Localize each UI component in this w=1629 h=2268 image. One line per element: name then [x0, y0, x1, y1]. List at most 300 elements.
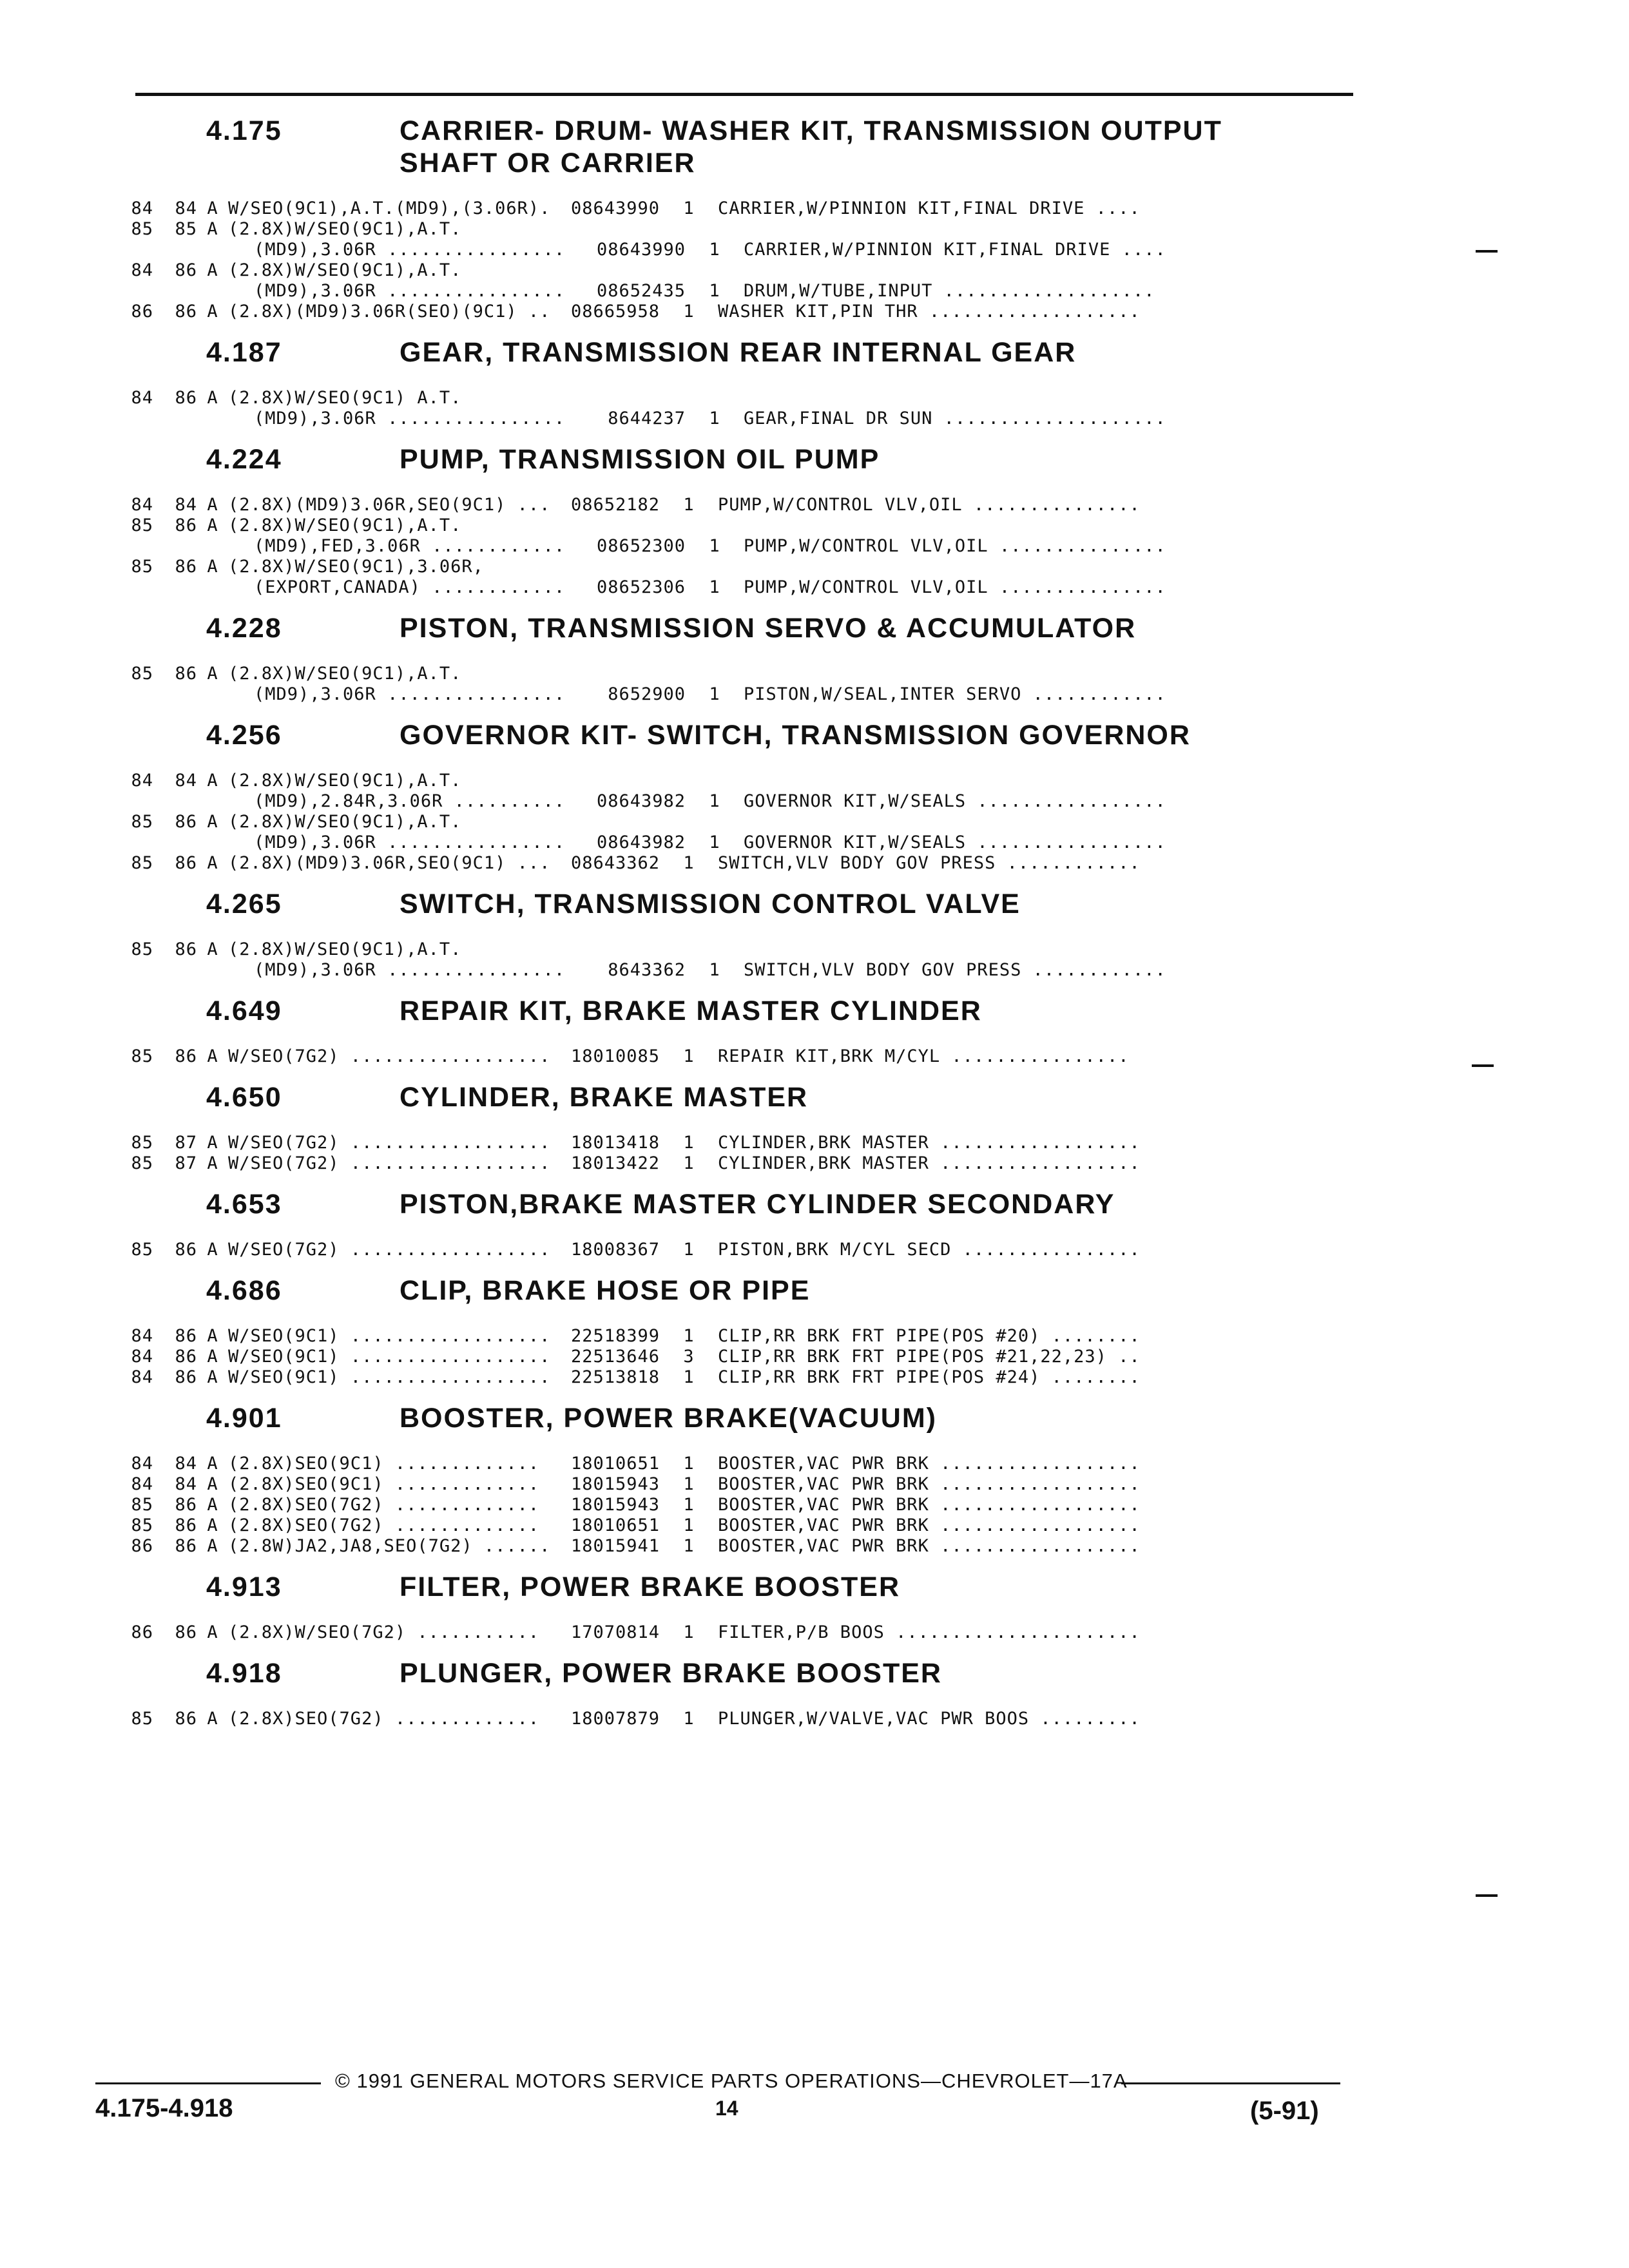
application: W/SEO(9C1) .................. — [228, 1367, 551, 1387]
quantity: 1 — [709, 832, 720, 852]
body-code: A — [207, 1474, 218, 1494]
footer-copyright: © 1991 GENERAL MOTORS SERVICE PARTS OPERATIONS—CHEVROLET—17A — [335, 2070, 1128, 2092]
to-year: 86 — [175, 1495, 197, 1515]
part-description: BOOSTER,VAC PWR BRK .................. — [718, 1495, 1141, 1515]
part-description: SWITCH,VLV BODY GOV PRESS ............ — [718, 853, 1141, 873]
part-description: DRUM,W/TUBE,INPUT ................... — [744, 281, 1155, 301]
application: (2.8X)SEO(7G2) ............. — [228, 1709, 540, 1729]
quantity: 1 — [683, 495, 695, 515]
application: (MD9),3.06R ................ — [254, 240, 566, 260]
to-year: 84 — [175, 1454, 197, 1474]
part-description: PLUNGER,W/VALVE,VAC PWR BOOS ......... — [718, 1709, 1141, 1729]
quantity: 1 — [683, 302, 695, 322]
parts-section — [116, 1081, 1250, 1174]
quantity: 3 — [683, 1347, 695, 1367]
parts-section — [116, 1657, 1250, 1729]
part-row — [116, 408, 1250, 429]
part-number: 8643362 — [608, 960, 686, 980]
quantity: 1 — [709, 791, 720, 811]
application: (MD9),FED,3.06R ............ — [254, 536, 566, 556]
from-year: 84 — [131, 1347, 153, 1367]
part-number: 22518399 — [570, 1326, 660, 1346]
part-row — [116, 495, 1250, 515]
to-year: 86 — [175, 1240, 197, 1260]
part-row — [116, 536, 1250, 557]
part-row — [116, 853, 1250, 874]
application: W/SEO(7G2) .................. — [228, 1133, 551, 1153]
part-number — [531, 939, 673, 960]
footer-rule-right — [1121, 2082, 1340, 2084]
part-number: 18010651 — [570, 1454, 660, 1474]
part-description: WASHER KIT,PIN THR ................... — [718, 302, 1141, 322]
application: (2.8X)SEO(7G2) ............. — [228, 1495, 540, 1515]
section-number: 4.265 — [206, 889, 282, 919]
application: (MD9),3.06R ................ — [254, 408, 566, 428]
body-code: A — [207, 198, 218, 218]
body-code: A — [207, 1133, 218, 1153]
part-row — [116, 240, 1250, 260]
part-row — [116, 388, 1250, 408]
body-code: A — [207, 1153, 218, 1173]
quantity: 1 — [709, 684, 720, 704]
quantity: 1 — [683, 1046, 695, 1066]
parts-section — [116, 1402, 1250, 1557]
top-rule — [135, 93, 1353, 96]
part-number: 08643982 — [596, 832, 686, 852]
part-number — [531, 664, 673, 684]
application: W/SEO(7G2) .................. — [228, 1153, 551, 1173]
body-code: A — [207, 1367, 218, 1387]
section-title: SWITCH, TRANSMISSION CONTROL VALVE — [400, 889, 1021, 919]
from-year: 86 — [131, 302, 153, 322]
part-description: PUMP,W/CONTROL VLV,OIL ............... — [744, 577, 1166, 597]
from-year: 84 — [131, 260, 153, 280]
quantity: 1 — [683, 198, 695, 218]
part-row — [116, 1240, 1250, 1260]
section-number: 4.224 — [206, 444, 282, 475]
part-row — [116, 577, 1250, 598]
part-number — [531, 515, 673, 536]
to-year: 86 — [175, 1622, 197, 1642]
section-title: BOOSTER, POWER BRAKE(VACUUM) — [400, 1403, 937, 1434]
body-code: A — [207, 219, 218, 239]
part-number: 08643362 — [570, 853, 660, 873]
application: (2.8X)W/SEO(9C1),A.T. — [228, 515, 462, 535]
part-number: 18010085 — [570, 1046, 660, 1066]
from-year: 85 — [131, 557, 153, 577]
from-year: 84 — [131, 388, 153, 408]
application: (2.8X)(MD9)3.06R,SEO(9C1) ... — [228, 853, 551, 873]
quantity — [673, 939, 705, 960]
part-number: 18015943 — [570, 1495, 660, 1515]
body-code: A — [207, 1240, 218, 1260]
section-title: CARRIER- DRUM- WASHER KIT, TRANSMISSION OUTPUT SHAFT OR CARRIER — [400, 115, 1222, 178]
footer-rule-left — [95, 2082, 321, 2084]
quantity: 1 — [683, 1133, 695, 1153]
part-row — [116, 515, 1250, 536]
part-description — [705, 664, 1182, 684]
from-year: 85 — [131, 939, 153, 959]
application: (MD9),3.06R ................ — [254, 684, 566, 704]
part-row — [116, 1709, 1250, 1729]
part-row — [116, 557, 1250, 577]
quantity: 1 — [709, 960, 720, 980]
body-code: A — [207, 1536, 218, 1556]
from-year: 85 — [131, 1153, 153, 1173]
from-year: 84 — [131, 1454, 153, 1474]
section-heading — [116, 1081, 1250, 1113]
part-number: 18010651 — [570, 1515, 660, 1535]
quantity — [673, 771, 705, 791]
to-year: 86 — [175, 388, 197, 408]
body-code: A — [207, 939, 218, 959]
part-number: 8644237 — [608, 408, 686, 428]
body-code: A — [207, 1515, 218, 1535]
section-title: CYLINDER, BRAKE MASTER — [400, 1082, 809, 1113]
section-title: PISTON, TRANSMISSION SERVO & ACCUMULATOR — [400, 613, 1137, 644]
part-number: 08652435 — [596, 281, 686, 301]
section-heading — [116, 443, 1250, 476]
part-row — [116, 219, 1250, 240]
part-number: 08652182 — [570, 495, 660, 515]
part-row — [116, 791, 1250, 812]
part-number: 18015941 — [570, 1536, 660, 1556]
footer-revision-date: (5-91) — [1250, 2097, 1319, 2125]
part-description: CLIP,RR BRK FRT PIPE(POS #20) ........ — [718, 1326, 1141, 1346]
part-description: BOOSTER,VAC PWR BRK .................. — [718, 1454, 1141, 1474]
quantity: 1 — [683, 1536, 695, 1556]
part-description: PISTON,BRK M/CYL SECD ................ — [718, 1240, 1141, 1260]
part-row — [116, 1495, 1250, 1515]
part-row — [116, 1536, 1250, 1557]
body-code: A — [207, 388, 218, 408]
part-description: BOOSTER,VAC PWR BRK .................. — [718, 1536, 1141, 1556]
part-description: CYLINDER,BRK MASTER .................. — [718, 1153, 1141, 1173]
part-description: GEAR,FINAL DR SUN .................... — [744, 408, 1166, 428]
to-year: 86 — [175, 853, 197, 873]
to-year: 85 — [175, 219, 197, 239]
from-year: 84 — [131, 1367, 153, 1387]
body-code: A — [207, 260, 218, 280]
quantity — [673, 388, 705, 408]
to-year: 86 — [175, 260, 197, 280]
part-description — [705, 771, 1182, 791]
body-code: A — [207, 1046, 218, 1066]
quantity: 1 — [683, 1153, 695, 1173]
application: (2.8X)W/SEO(9C1) A.T. — [228, 388, 462, 408]
application: (2.8X)SEO(9C1) ............. — [228, 1474, 540, 1494]
margin-tick-mark — [1472, 1064, 1494, 1067]
quantity — [673, 664, 705, 684]
section-heading — [116, 1571, 1250, 1603]
application: (2.8X)W/SEO(9C1),A.T. — [228, 664, 462, 684]
quantity: 1 — [683, 1240, 695, 1260]
application: (2.8X)W/SEO(7G2) ........... — [228, 1622, 540, 1642]
from-year: 85 — [131, 1046, 153, 1066]
from-year: 84 — [131, 495, 153, 515]
part-description — [705, 812, 1182, 832]
application: (2.8W)JA2,JA8,SEO(7G2) ...... — [228, 1536, 551, 1556]
parts-section — [116, 1188, 1250, 1260]
from-year: 85 — [131, 1515, 153, 1535]
part-description: BOOSTER,VAC PWR BRK .................. — [718, 1515, 1141, 1535]
parts-section — [116, 995, 1250, 1067]
application: (2.8X)(MD9)3.06R,SEO(9C1) ... — [228, 495, 551, 515]
application: (2.8X)W/SEO(9C1),A.T. — [228, 219, 462, 239]
from-year: 85 — [131, 219, 153, 239]
from-year: 85 — [131, 515, 153, 535]
quantity — [673, 260, 705, 281]
part-row — [116, 1133, 1250, 1153]
part-description: BOOSTER,VAC PWR BRK .................. — [718, 1474, 1141, 1494]
part-description: PISTON,W/SEAL,INTER SERVO ............ — [744, 684, 1166, 704]
body-code: A — [207, 664, 218, 684]
body-code: A — [207, 771, 218, 791]
section-number: 4.228 — [206, 613, 282, 644]
to-year: 86 — [175, 812, 197, 832]
quantity: 1 — [683, 1326, 695, 1346]
quantity: 1 — [709, 536, 720, 556]
part-row — [116, 812, 1250, 832]
part-row — [116, 939, 1250, 960]
section-number: 4.653 — [206, 1189, 282, 1220]
body-code: A — [207, 495, 218, 515]
section-heading — [116, 336, 1250, 369]
application: (MD9),3.06R ................ — [254, 832, 566, 852]
part-number: 18015943 — [570, 1474, 660, 1494]
quantity: 1 — [683, 1709, 695, 1729]
section-number: 4.686 — [206, 1275, 282, 1306]
application: (2.8X)W/SEO(9C1),A.T. — [228, 260, 462, 280]
body-code: A — [207, 1495, 218, 1515]
from-year: 85 — [131, 1495, 153, 1515]
from-year: 85 — [131, 812, 153, 832]
part-row — [116, 281, 1250, 302]
part-number: 08643982 — [596, 791, 686, 811]
margin-tick-mark — [1476, 1894, 1498, 1897]
part-description: PUMP,W/CONTROL VLV,OIL ............... — [744, 536, 1166, 556]
part-number: 22513646 — [570, 1347, 660, 1367]
part-row — [116, 664, 1250, 684]
quantity: 1 — [683, 1454, 695, 1474]
part-description — [705, 515, 1182, 536]
from-year: 85 — [131, 853, 153, 873]
quantity: 1 — [709, 577, 720, 597]
to-year: 84 — [175, 1474, 197, 1494]
application: (2.8X)W/SEO(9C1),A.T. — [228, 812, 462, 832]
body-code: A — [207, 853, 218, 873]
body-code: A — [207, 1347, 218, 1367]
part-row — [116, 1046, 1250, 1067]
parts-section — [116, 1571, 1250, 1643]
quantity: 1 — [709, 240, 720, 260]
part-description: CARRIER,W/PINNION KIT,FINAL DRIVE .... — [744, 240, 1166, 260]
section-title: CLIP, BRAKE HOSE OR PIPE — [400, 1275, 811, 1306]
part-number: 8652900 — [608, 684, 686, 704]
part-row — [116, 302, 1250, 322]
part-number: 08643990 — [596, 240, 686, 260]
body-code: A — [207, 1622, 218, 1642]
application: (2.8X)SEO(7G2) ............. — [228, 1515, 540, 1535]
section-heading — [116, 115, 1250, 179]
margin-tick-mark — [1476, 250, 1498, 253]
quantity: 1 — [709, 281, 720, 301]
to-year: 86 — [175, 1536, 197, 1556]
part-row — [116, 198, 1250, 219]
part-number: 17070814 — [570, 1622, 660, 1642]
to-year: 86 — [175, 1515, 197, 1535]
part-description: GOVERNOR KIT,W/SEALS ................. — [744, 832, 1166, 852]
application: (2.8X)SEO(9C1) ............. — [228, 1454, 540, 1474]
part-description: FILTER,P/B BOOS ...................... — [718, 1622, 1141, 1642]
part-row — [116, 1622, 1250, 1643]
part-description — [705, 557, 1182, 577]
part-number: 08652306 — [596, 577, 686, 597]
from-year: 86 — [131, 1622, 153, 1642]
to-year: 84 — [175, 771, 197, 791]
part-row — [116, 1326, 1250, 1347]
part-description — [705, 388, 1182, 408]
section-heading — [116, 719, 1250, 751]
section-heading — [116, 888, 1250, 920]
quantity — [673, 515, 705, 536]
to-year: 86 — [175, 1326, 197, 1346]
to-year: 84 — [175, 495, 197, 515]
from-year: 85 — [131, 1133, 153, 1153]
body-code: A — [207, 302, 218, 322]
parts-section — [116, 115, 1250, 322]
part-row — [116, 260, 1250, 281]
from-year: 85 — [131, 1240, 153, 1260]
section-title: GOVERNOR KIT- SWITCH, TRANSMISSION GOVERNOR — [400, 720, 1191, 751]
parts-section — [116, 888, 1250, 981]
application: W/SEO(7G2) .................. — [228, 1046, 551, 1066]
section-title: PUMP, TRANSMISSION OIL PUMP — [400, 444, 880, 475]
application: W/SEO(7G2) .................. — [228, 1240, 551, 1260]
part-number: 18013422 — [570, 1153, 660, 1173]
section-number: 4.649 — [206, 995, 282, 1026]
part-row — [116, 832, 1250, 853]
part-number — [531, 260, 673, 281]
quantity: 1 — [709, 408, 720, 428]
section-heading — [116, 612, 1250, 644]
section-number: 4.901 — [206, 1403, 282, 1434]
from-year: 84 — [131, 771, 153, 791]
body-code: A — [207, 812, 218, 832]
to-year: 87 — [175, 1133, 197, 1153]
part-description — [705, 219, 1182, 240]
to-year: 86 — [175, 515, 197, 535]
application: W/SEO(9C1),A.T.(MD9),(3.06R). — [228, 198, 551, 218]
part-number: 22513818 — [570, 1367, 660, 1387]
parts-section — [116, 443, 1250, 598]
parts-section — [116, 1274, 1250, 1388]
part-number — [531, 557, 673, 577]
section-title: FILTER, POWER BRAKE BOOSTER — [400, 1571, 901, 1602]
part-number: 08652300 — [596, 536, 686, 556]
part-description: REPAIR KIT,BRK M/CYL ................ — [718, 1046, 1130, 1066]
from-year: 84 — [131, 1474, 153, 1494]
application: (2.8X)W/SEO(9C1),A.T. — [228, 939, 462, 959]
section-number: 4.913 — [206, 1571, 282, 1602]
part-description — [705, 260, 1182, 281]
section-title: PLUNGER, POWER BRAKE BOOSTER — [400, 1658, 942, 1689]
part-number — [531, 812, 673, 832]
footer-page-number: 14 — [715, 2097, 738, 2120]
part-row — [116, 1347, 1250, 1367]
from-year: 85 — [131, 1709, 153, 1729]
part-description: CYLINDER,BRK MASTER .................. — [718, 1133, 1141, 1153]
parts-section — [116, 336, 1250, 429]
body-code: A — [207, 557, 218, 577]
section-number: 4.650 — [206, 1082, 282, 1113]
application: (2.8X)(MD9)3.06R(SEO)(9C1) .. — [228, 302, 551, 322]
part-number: 08665958 — [570, 302, 660, 322]
section-heading — [116, 995, 1250, 1027]
part-row — [116, 960, 1250, 981]
part-number — [531, 219, 673, 240]
quantity — [673, 219, 705, 240]
application: (2.8X)W/SEO(9C1),3.06R, — [228, 557, 484, 577]
section-title: GEAR, TRANSMISSION REAR INTERNAL GEAR — [400, 337, 1077, 368]
to-year: 84 — [175, 198, 197, 218]
parts-sections — [116, 115, 1250, 1744]
from-year: 85 — [131, 664, 153, 684]
application: (MD9),3.06R ................ — [254, 281, 566, 301]
quantity: 1 — [683, 1515, 695, 1535]
section-heading — [116, 1657, 1250, 1689]
part-description — [705, 939, 1182, 960]
from-year: 84 — [131, 1326, 153, 1346]
part-number — [531, 388, 673, 408]
body-code: A — [207, 1709, 218, 1729]
part-number: 18013418 — [570, 1133, 660, 1153]
from-year: 86 — [131, 1536, 153, 1556]
part-row — [116, 1153, 1250, 1174]
part-row — [116, 1367, 1250, 1388]
quantity — [673, 812, 705, 832]
section-heading — [116, 1402, 1250, 1434]
quantity: 1 — [683, 853, 695, 873]
section-title: PISTON,BRAKE MASTER CYLINDER SECONDARY — [400, 1189, 1115, 1220]
to-year: 86 — [175, 1046, 197, 1066]
to-year: 86 — [175, 1367, 197, 1387]
part-number: 18008367 — [570, 1240, 660, 1260]
quantity: 1 — [683, 1622, 695, 1642]
section-heading — [116, 1188, 1250, 1220]
application: (EXPORT,CANADA) ............ — [254, 577, 566, 597]
application: W/SEO(9C1) .................. — [228, 1347, 551, 1367]
quantity: 1 — [683, 1474, 695, 1494]
quantity: 1 — [683, 1367, 695, 1387]
application: W/SEO(9C1) .................. — [228, 1326, 551, 1346]
part-description: CARRIER,W/PINNION KIT,FINAL DRIVE .... — [718, 198, 1141, 218]
section-number: 4.175 — [206, 115, 282, 146]
quantity — [673, 557, 705, 577]
parts-section — [116, 719, 1250, 874]
body-code: A — [207, 515, 218, 535]
to-year: 86 — [175, 1347, 197, 1367]
application: (MD9),3.06R ................ — [254, 960, 566, 980]
section-number: 4.918 — [206, 1658, 282, 1689]
part-description: GOVERNOR KIT,W/SEALS ................. — [744, 791, 1166, 811]
application: (MD9),2.84R,3.06R .......... — [254, 791, 566, 811]
section-number: 4.187 — [206, 337, 282, 368]
part-row — [116, 771, 1250, 791]
part-description: PUMP,W/CONTROL VLV,OIL ............... — [718, 495, 1141, 515]
to-year: 86 — [175, 664, 197, 684]
part-row — [116, 1474, 1250, 1495]
